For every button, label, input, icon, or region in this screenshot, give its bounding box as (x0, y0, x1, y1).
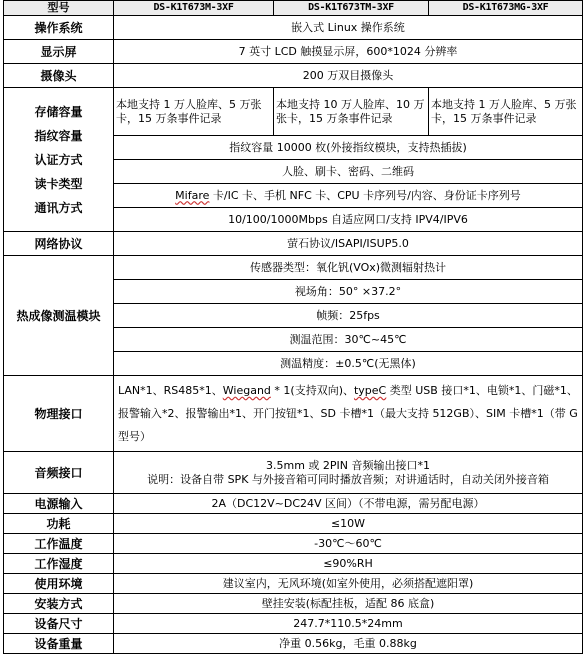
row-humidity (4, 554, 583, 574)
row-value: 视场角：50° ×37.2° (114, 280, 583, 304)
row-value: 7 英寸 LCD 触摸显示屏，600*1024 分辨率 (114, 40, 583, 64)
row-label: 电源输入 (4, 494, 114, 514)
row-value (114, 376, 583, 452)
row-label: 使用环境 (4, 574, 114, 594)
row-label: 物理接口 (4, 376, 114, 452)
row-value: 247.7*110.5*24mm (114, 614, 583, 634)
row-interfaces (4, 376, 583, 452)
row-label: 音频接口 (4, 452, 114, 494)
row-mount (4, 594, 583, 614)
row-value: 萤石协议/ISAPI/ISUP5.0 (114, 232, 583, 256)
grouped-labels (4, 88, 114, 232)
row-power (4, 494, 583, 514)
header-row (4, 1, 583, 16)
row-consumption (4, 514, 583, 534)
model-name: DS-K1T673TM-3XF (274, 1, 429, 16)
row-value (114, 184, 583, 208)
row-protocol (4, 232, 583, 256)
storage-value: 本地支持 1 万人脸库、5 万张卡，15 万条事件记录 (114, 88, 274, 136)
row-value: ≤90%RH (114, 554, 583, 574)
row-weight (4, 634, 583, 654)
row-label: 安装方式 (4, 594, 114, 614)
row-label: 设备尺寸 (4, 614, 114, 634)
card-prefix: Mifare (175, 188, 210, 202)
row-label: 显示屏 (4, 40, 114, 64)
row-value: 200 万双目摄像头 (114, 64, 583, 88)
row-storage (4, 88, 583, 136)
row-value: 帧频：25fps (114, 304, 583, 328)
row-value: 人脸、刷卡、密码、二维码 (114, 160, 583, 184)
interface-text: LAN*1、RS485*1、 (118, 384, 223, 397)
row-label: 热成像测温模块 (4, 256, 114, 376)
row-value: 传感器类型：氧化钒(VOx)微测辐射热计 (114, 256, 583, 280)
row-value: 建议室内，无风环境(如室外使用，必须搭配遮阳罩) (114, 574, 583, 594)
typec-term: typeC (353, 384, 387, 397)
row-label: 工作温度 (4, 534, 114, 554)
model-name: DS-K1T673M-3XF (114, 1, 274, 16)
row-value: 10/100/1000Mbps 自适应网口/支持 IPV4/IPV6 (114, 208, 583, 232)
header-label: 型号 (4, 1, 114, 16)
storage-value: 本地支持 10 万人脸库、10 万张卡，15 万条事件记录 (274, 88, 429, 136)
row-label: 网络协议 (4, 232, 114, 256)
row-label: 工作湿度 (4, 554, 114, 574)
model-name: DS-K1T673MG-3XF (429, 1, 583, 16)
row-value: 嵌入式 Linux 操作系统 (114, 16, 583, 40)
row-value: 2A（DC12V~DC24V 区间）（不带电源，需另配电源） (114, 494, 583, 514)
row-value: 净重 0.56kg，毛重 0.88kg (114, 634, 583, 654)
interface-text: * 1(支持双向)、 (270, 384, 354, 397)
storage-value: 本地支持 1 万人脸库、5 万张卡，15 万条事件记录 (429, 88, 583, 136)
row-value: 指纹容量 10000 枚(外接指纹模块，支持热插拔) (114, 136, 583, 160)
row-os (4, 16, 583, 40)
row-label: 存储容量 (34, 104, 83, 119)
row-label: 功耗 (4, 514, 114, 534)
row-label: 摄像头 (4, 64, 114, 88)
row-label: 指纹容量 (34, 128, 83, 143)
row-value: ≤10W (114, 514, 583, 534)
row-audio (4, 452, 583, 494)
interface-text: 类型 USB 接口*1、电锁*1、门磁*1、报警输入*2、报警输出*1、开门按钮*1、SD 卡槽*1（最大支持 512GB）、SIM 卡槽*1（带 G 型号） (118, 384, 578, 443)
row-label: 读卡类型 (34, 176, 83, 191)
card-rest: 卡/IC 卡、手机 NFC 卡、CPU 卡序列号/内容、身份证卡序列号 (209, 188, 521, 202)
row-camera (4, 64, 583, 88)
row-value (114, 452, 583, 494)
row-environment (4, 574, 583, 594)
wiegand-term: Wiegand (222, 384, 271, 397)
row-label: 通讯方式 (34, 200, 83, 215)
row-value: -30℃～60℃ (114, 534, 583, 554)
row-value: 测温范围：30℃~45℃ (114, 328, 583, 352)
spec-table (3, 0, 583, 654)
row-label: 认证方式 (34, 152, 83, 167)
row-thermal (4, 256, 583, 280)
row-display (4, 40, 583, 64)
row-value: 测温精度：±0.5℃(无黑体) (114, 352, 583, 376)
row-label: 操作系统 (4, 16, 114, 40)
row-value: 壁挂安装(标配挂板，适配 86 底盒) (114, 594, 583, 614)
row-temp (4, 534, 583, 554)
row-label: 设备重量 (4, 634, 114, 654)
row-size (4, 614, 583, 634)
audio-line: 说明：设备自带 SPK 与外接音箱可同时播放音频；对讲通话时，自动关闭外接音箱 (147, 472, 549, 486)
audio-line: 3.5mm 或 2PIN 音频输出接口*1 (265, 458, 431, 472)
